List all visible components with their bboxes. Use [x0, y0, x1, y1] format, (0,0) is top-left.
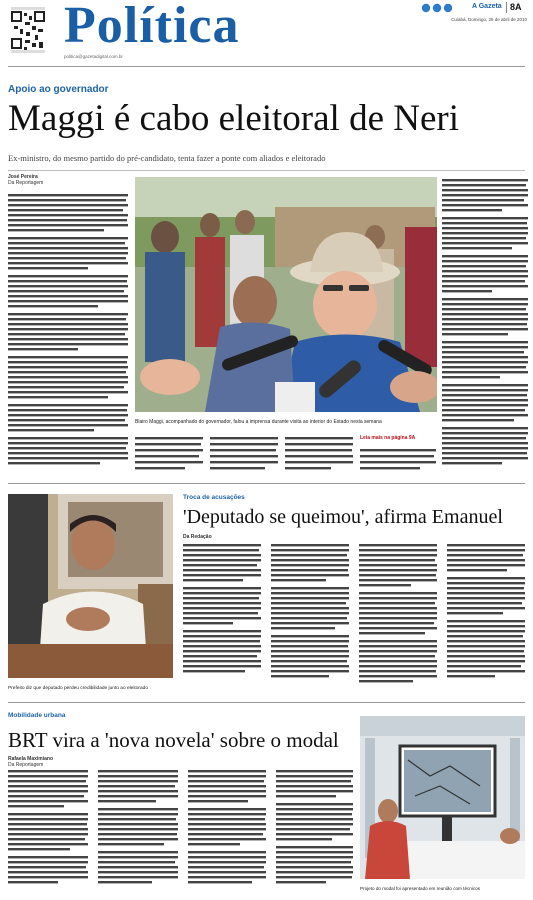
third-photo-caption: Projeto do modal foi apresentado em reunião com técnicos — [360, 886, 481, 891]
page-number: 8A — [510, 2, 522, 12]
editor-line: politica@gazetadigital.com.br — [64, 54, 123, 59]
second-kicker: Troca de acusações — [183, 494, 245, 501]
third-photo — [360, 716, 525, 879]
social-icons — [421, 3, 455, 13]
second-headline: 'Deputado se queimou', afirma Emanuel — [183, 506, 503, 528]
newspaper-name: A Gazeta — [472, 3, 502, 10]
lead-standfirst: Ex-ministro, do mesmo partido do pré-candidato, tenta fazer a ponte com aliados e eleitorado — [8, 153, 326, 163]
lead-body-under-photo — [135, 435, 437, 475]
dateline: Cuiabá, Domingo, 25 de abril de 2010 — [451, 17, 527, 22]
second-photo — [8, 494, 173, 678]
third-headline: BRT vira a 'nova novela' sobre o modal — [8, 728, 339, 752]
third-byline — [8, 756, 88, 768]
lead-byline — [8, 174, 128, 186]
qr-code-icon — [11, 7, 45, 53]
lead-byline-name: José Pereira — [8, 174, 38, 180]
third-body — [8, 768, 353, 893]
second-body — [183, 542, 525, 692]
third-byline-role: Da Reportagem — [8, 762, 44, 768]
second-photo-caption: Prefeito diz que deputado perdeu credibilidade junto ao eleitorado — [8, 686, 149, 691]
third-byline-name: Rafaela Maximiano — [8, 756, 54, 762]
lead-kicker: Apoio ao governador — [8, 84, 109, 95]
section-title: Política — [64, 0, 240, 54]
lead-photo-caption: Blairo Maggi, acompanhado do governador, falou a imprensa durante visita ao interior do Estado nesta semana — [135, 419, 382, 425]
lead-photo — [135, 177, 437, 412]
masthead — [0, 0, 533, 66]
third-kicker: Mobilidade urbana — [8, 712, 66, 719]
second-byline: Da Redação — [183, 534, 212, 540]
lead-headline: Maggi é cabo eleitoral de Neri — [8, 98, 459, 139]
lead-body-col1 — [8, 192, 128, 472]
lead-body-col-right — [442, 177, 528, 475]
lead-side-note: Leia mais na página 9A — [360, 435, 416, 441]
lead-byline-role: Da Reportagem — [8, 180, 44, 186]
